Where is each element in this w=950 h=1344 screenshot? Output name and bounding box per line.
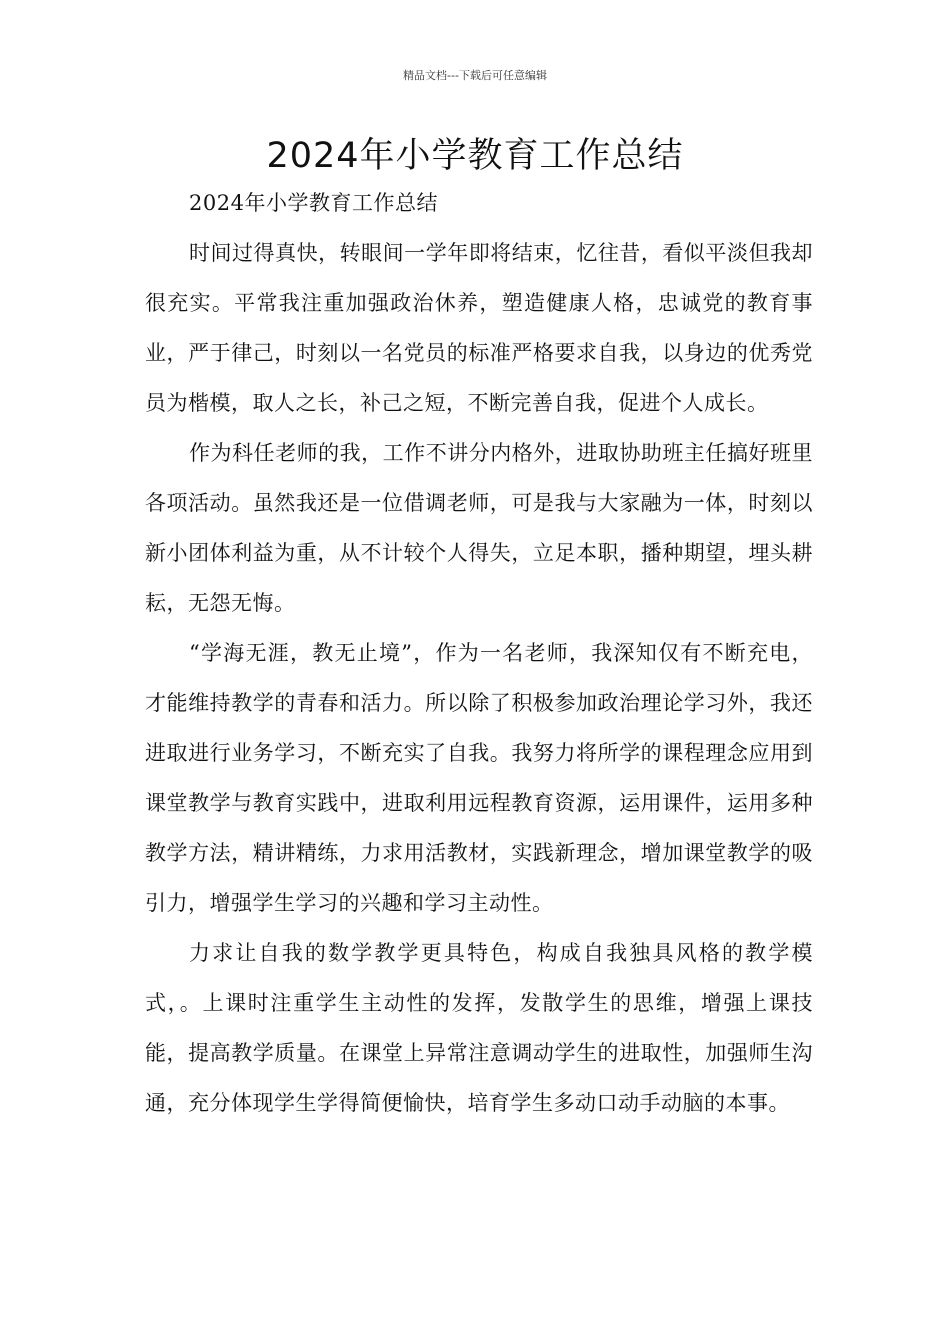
document-title: 2024年小学教育工作总结 <box>266 136 684 176</box>
body-paragraph-1: 时间过得真快，转眼间一学年即将结束，忆往昔，看似平淡但我却很充实。平常我注重加强政治休养，塑造健康人格，忠诚党的教育事业，严于律己，时刻以一名党员的标准严格要求自我，以身边的优秀党员为楷模，取人之长，补己之短，不断完善自我，促进个人成长。 <box>145 241 813 415</box>
subtitle-paragraph: 2024年小学教育工作总结 <box>189 191 438 215</box>
document-body <box>145 178 813 1128</box>
header-note: 精品文档---下载后可任意编辑 <box>403 69 547 82</box>
body-paragraph-4: 力求让自我的数学教学更具特色，构成自我独具风格的教学模式，。上课时注重学生主动性的发挥，发散学生的思维，增强上课技能，提高教学质量。在课堂上异常注意调动学生的进取性，加强师生沟通，充分体现学生学得简便愉快，培育学生多动口动手动脑的本事。 <box>145 941 813 1115</box>
body-paragraph-2: 作为科任老师的我，工作不讲分内格外，进取协助班主任搞好班里各项活动。虽然我还是一位借调老师，可是我与大家融为一体，时刻以新小团体利益为重，从不计较个人得失，立足本职，播种期望，埋头耕耘，无怨无悔。 <box>145 441 813 615</box>
body-paragraph-3: “学海无涯，教无止境”，作为一名老师，我深知仅有不断充电，才能维持教学的青春和活力。所以除了积极参加政治理论学习外，我还进取进行业务学习，不断充实了自我。我努力将所学的课程理念应用到课堂教学与教育实践中，进取利用远程教育资源，运用课件，运用多种教学方法，精讲精练，力求用活教材，实践新理念，增加课堂教学的吸引力，增强学生学习的兴趣和学习主动性。 <box>145 641 813 915</box>
